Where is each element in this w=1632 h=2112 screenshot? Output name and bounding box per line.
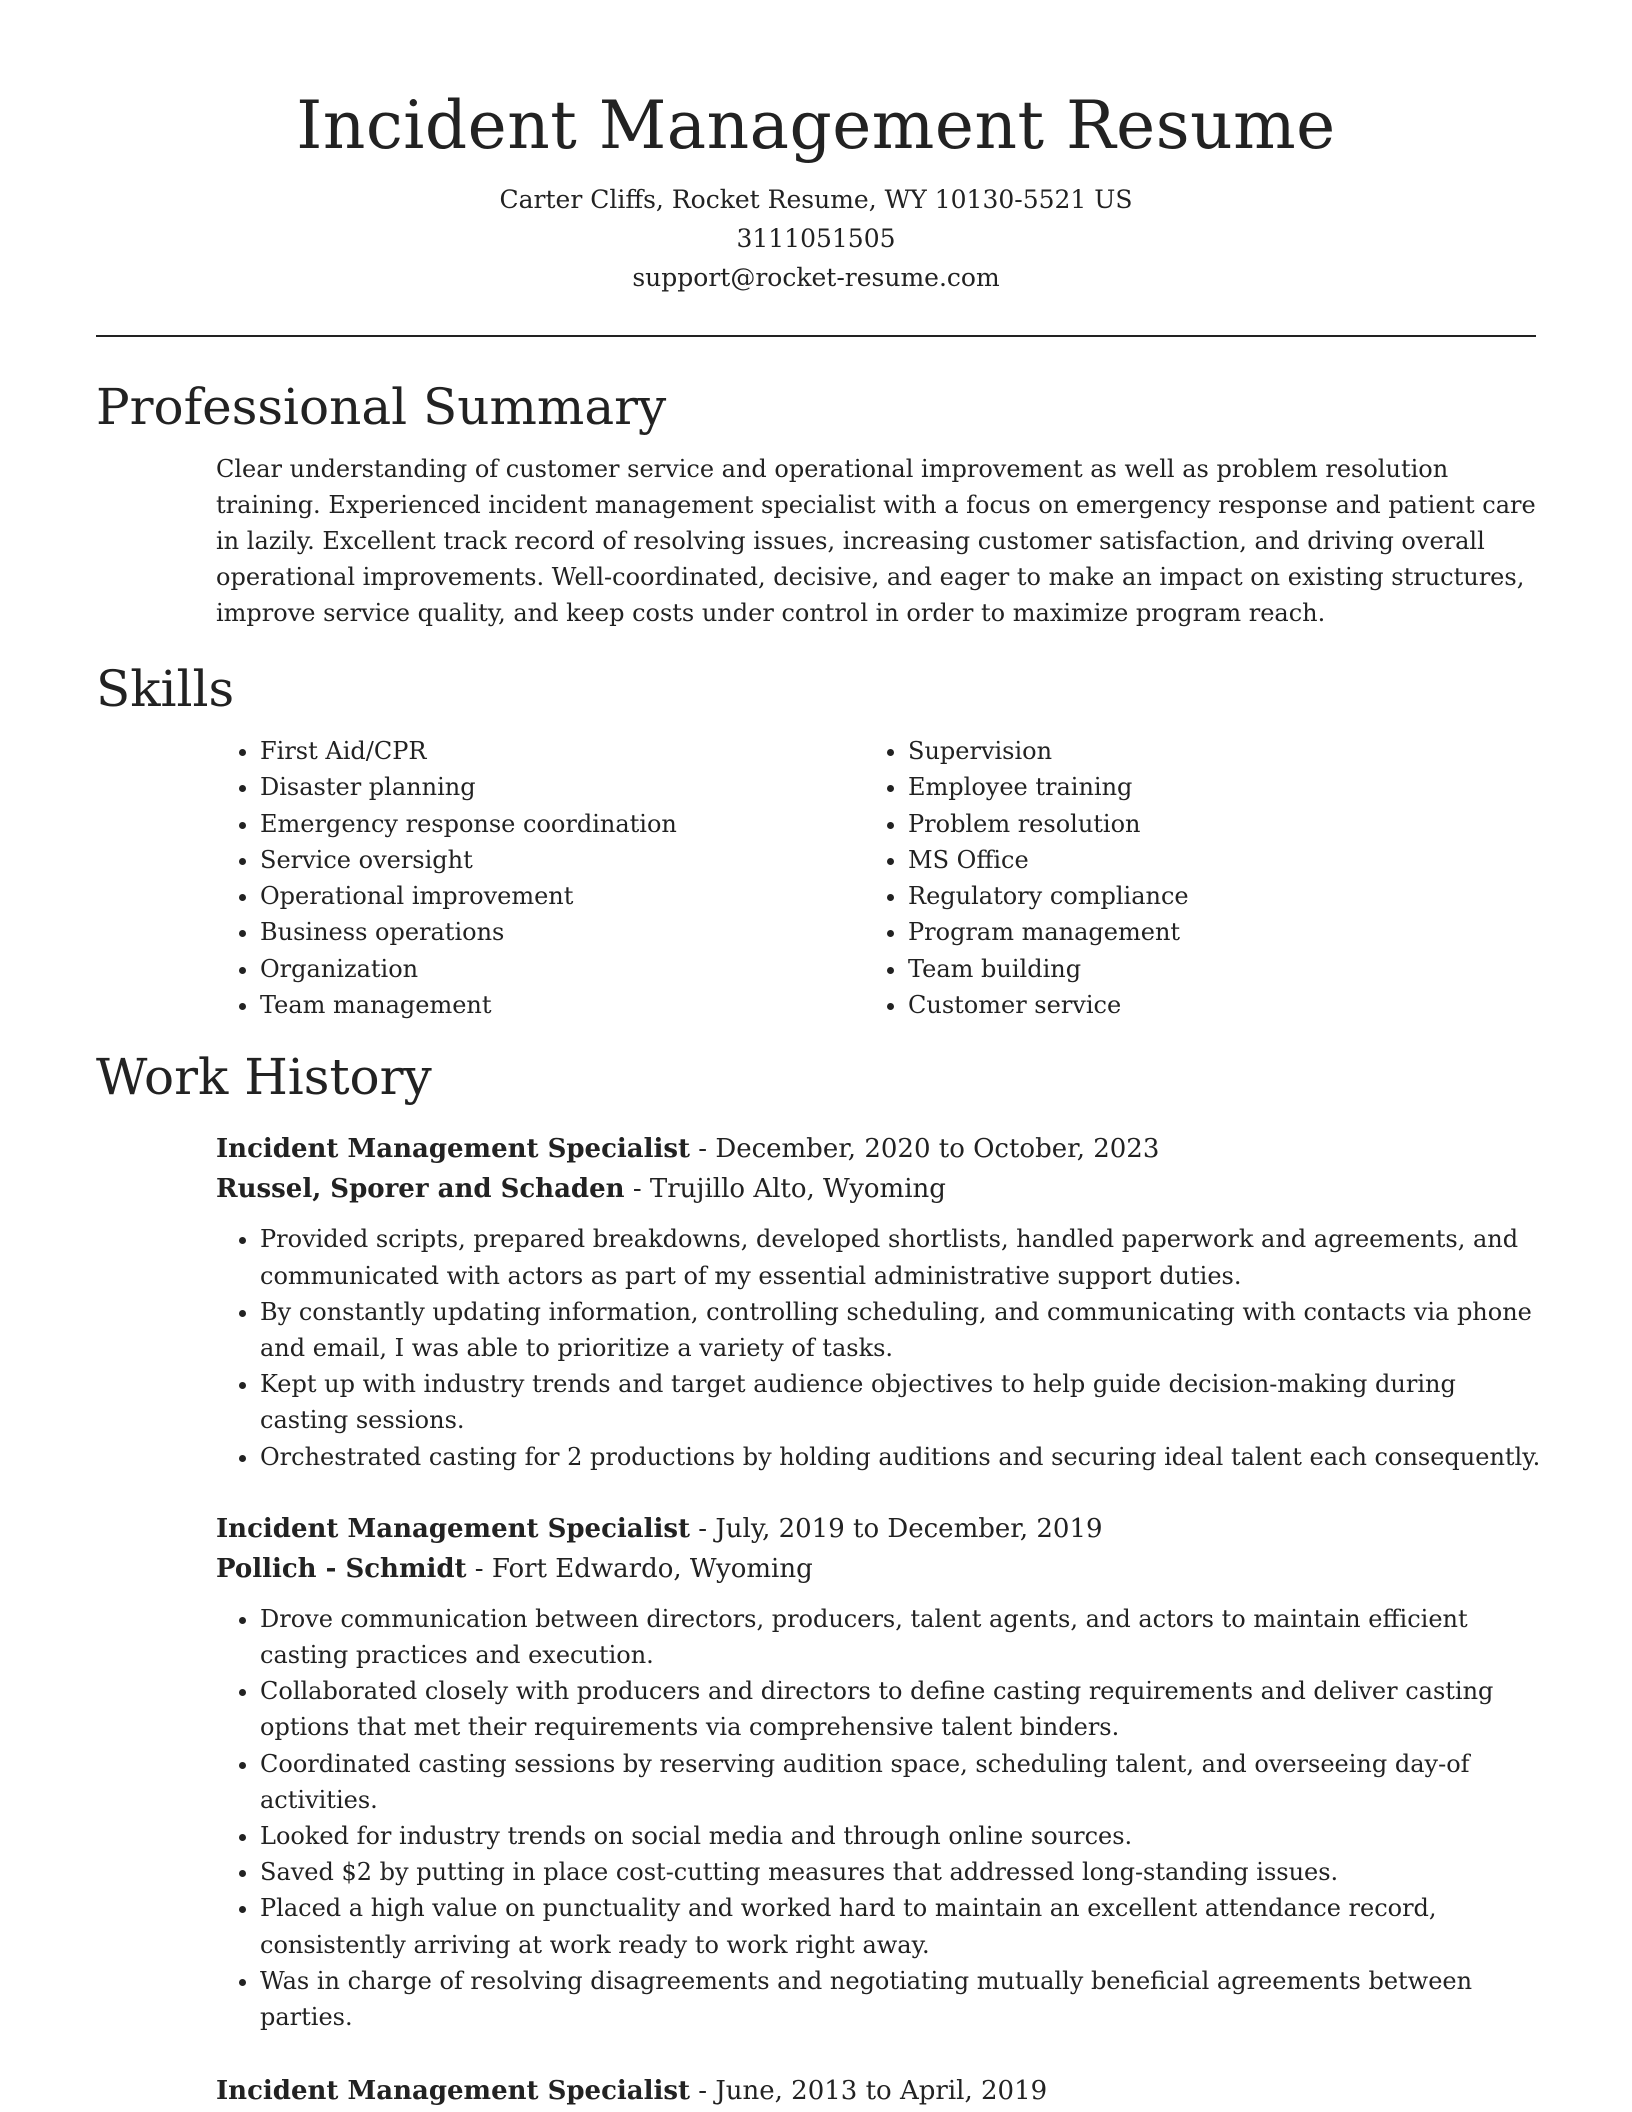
skill-item: • Disaster planning <box>260 769 746 805</box>
job-responsibilities <box>216 1221 1546 1474</box>
list-item: • By constantly updating information, controlling scheduling, and communicating with contacts via phone and email, I was able to prioritize a variety of tasks. <box>260 1294 1546 1366</box>
skills-heading: Skills <box>96 660 235 718</box>
contact-block <box>96 180 1536 297</box>
skills-column-left <box>96 733 746 1023</box>
skills-column-right <box>746 733 1388 1023</box>
resume-title: Incident Management Resume <box>296 87 1336 164</box>
resume-page <box>96 0 1541 2111</box>
skill-item: • Program management <box>908 914 1388 950</box>
summary-text: Clear understanding of customer service and operational improvement as well as problem resolution training. Experienced incident management specialist with a focus on emergency response and patient care in lazily. Excellent track record of resolving issues, increasing customer satisfaction, and driving overall operational improvements. Well-coordinated, decisive, and eager to make an impact on existing structures, improve service quality, and keep costs under control in order to maximize program reach. <box>216 455 1536 627</box>
skill-item: • MS Office <box>908 842 1388 878</box>
work-history-heading: Work History <box>96 1048 432 1107</box>
job-entry <box>216 1509 1546 2035</box>
list-item: • Placed a high value on punctuality and worked hard to maintain an excellent attendance record, consistently arriving at work ready to work right away. <box>260 1890 1546 1962</box>
skills-list <box>96 733 1536 1023</box>
job-title-line <box>216 2071 1546 2111</box>
job-location: - Fort Edwardo, Wyoming <box>466 1553 813 1584</box>
list-item: • Looked for industry trends on social media and through online sources. <box>260 1818 1546 1854</box>
contact-email: support@rocket-resume.com <box>632 263 1000 292</box>
list-item: • Provided scripts, prepared breakdowns, developed shortlists, handled paperwork and agreements, and communicated with actors as part of my essential administrative support duties. <box>260 1221 1546 1293</box>
job-role: Incident Management Specialist <box>216 1134 691 1165</box>
summary-heading: Professional Summary <box>96 378 667 436</box>
job-role: Incident Management Specialist <box>216 2076 691 2107</box>
list-item: • Was in charge of resolving disagreements and negotiating mutually beneficial agreements between parties. <box>260 1963 1546 2035</box>
job-company-line <box>216 1169 1546 1209</box>
skill-item: • Customer service <box>908 987 1388 1023</box>
skill-item: • First Aid/CPR <box>260 733 746 769</box>
job-dates: - December, 2020 to October, 2023 <box>690 1134 1160 1165</box>
job-entry <box>216 1129 1546 1474</box>
skill-item: • Emergency response coordination <box>260 806 746 842</box>
list-item: • Drove communication between directors, producers, talent agents, and actors to maintain efficient casting practices and execution. <box>260 1601 1546 1673</box>
list-item: • Kept up with industry trends and target audience objectives to help guide decision-making during casting sessions. <box>260 1366 1546 1438</box>
job-dates: - July, 2019 to December, 2019 <box>690 1513 1103 1544</box>
job-entry <box>216 2071 1546 2111</box>
job-company: Russel, Sporer and Schaden <box>216 1174 625 1205</box>
list-item: • Saved $2 by putting in place cost-cutting measures that addressed long-standing issues. <box>260 1854 1546 1890</box>
header-divider <box>96 335 1536 337</box>
contact-phone: 3111051505 <box>736 224 896 253</box>
skill-item: • Team management <box>260 987 746 1023</box>
skill-item: • Operational improvement <box>260 878 746 914</box>
skill-item: • Regulatory compliance <box>908 878 1388 914</box>
job-title-line <box>216 1509 1546 1549</box>
list-item: • Orchestrated casting for 2 productions by holding auditions and securing ideal talent each consequently. <box>260 1439 1546 1475</box>
job-dates: - June, 2013 to April, 2019 <box>690 2076 1048 2107</box>
job-title-line <box>216 1129 1546 1169</box>
skill-item: • Team building <box>908 951 1388 987</box>
skill-item: • Problem resolution <box>908 806 1388 842</box>
skill-item: • Employee training <box>908 769 1388 805</box>
contact-address: Carter Cliffs, Rocket Resume, WY 10130-5521 US <box>499 185 1133 214</box>
list-item: • Collaborated closely with producers and directors to define casting requirements and deliver casting options that met their requirements via comprehensive talent binders. <box>260 1673 1546 1745</box>
job-role: Incident Management Specialist <box>216 1513 691 1544</box>
list-item: • Coordinated casting sessions by reserving audition space, scheduling talent, and overseeing day-of activities. <box>260 1746 1546 1818</box>
skill-item: • Organization <box>260 951 746 987</box>
skill-item: • Service oversight <box>260 842 746 878</box>
skill-item: • Supervision <box>908 733 1388 769</box>
skill-item: • Business operations <box>260 914 746 950</box>
job-responsibilities <box>216 1601 1546 2035</box>
job-location: - Trujillo Alto, Wyoming <box>624 1174 946 1205</box>
job-company: Pollich - Schmidt <box>216 1553 467 1584</box>
job-company-line <box>216 1549 1546 1589</box>
